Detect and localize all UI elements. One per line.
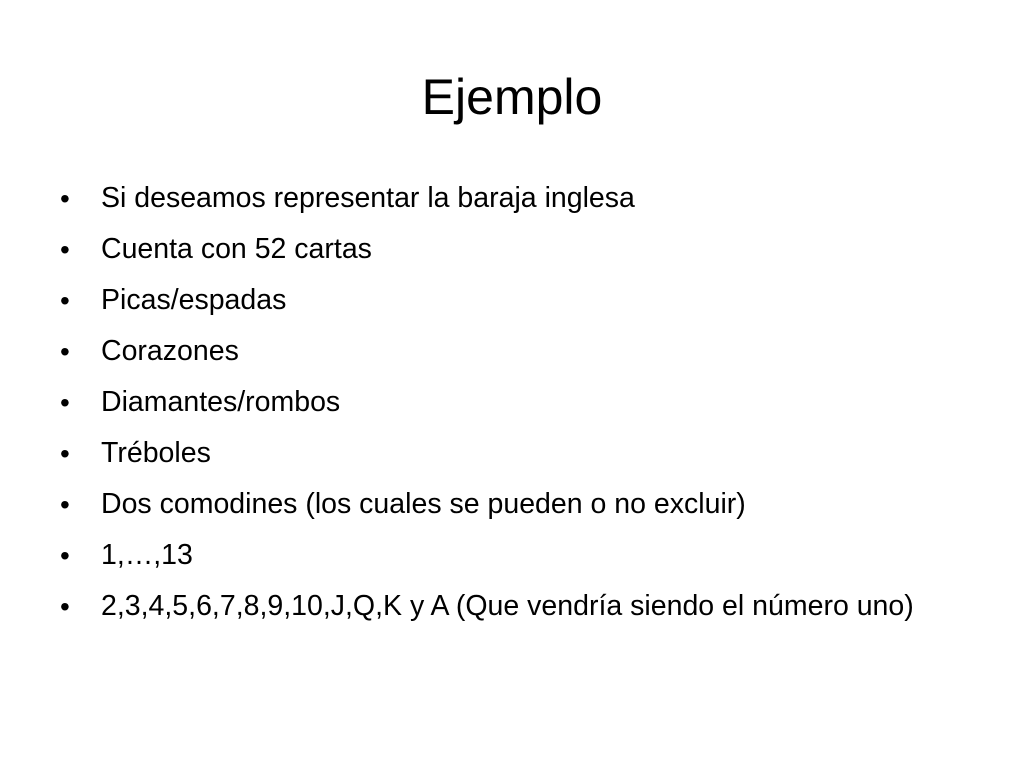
slide-title: Ejemplo bbox=[421, 69, 603, 125]
bullet-icon: • bbox=[60, 438, 70, 469]
list-item bbox=[60, 334, 960, 369]
bullet-icon: • bbox=[60, 591, 70, 622]
list-item-text: Picas/espadas bbox=[101, 284, 287, 316]
bullet-icon: • bbox=[60, 540, 70, 571]
list-item-text: Diamantes/rombos bbox=[101, 386, 341, 418]
list-item bbox=[60, 385, 960, 420]
list-item-text: Tréboles bbox=[101, 437, 211, 469]
list-item-text: Dos comodines (los cuales se pueden o no excluir) bbox=[101, 488, 746, 520]
list-item bbox=[60, 181, 960, 216]
bullet-icon: • bbox=[60, 489, 70, 520]
list-item bbox=[60, 436, 960, 471]
list-item bbox=[60, 589, 960, 624]
bullet-icon: • bbox=[60, 234, 70, 265]
bullet-icon: • bbox=[60, 183, 70, 214]
list-item bbox=[60, 232, 960, 267]
list-item-text: Cuenta con 52 cartas bbox=[101, 233, 372, 265]
list-item bbox=[60, 283, 960, 318]
list-item bbox=[60, 538, 960, 573]
list-item-text: 2,3,4,5,6,7,8,9,10,J,Q,K y A (Que vendría siendo el número uno) bbox=[101, 590, 914, 622]
list-item-text: Corazones bbox=[101, 335, 239, 367]
list-item-text: 1,…,13 bbox=[101, 539, 193, 571]
list-item bbox=[60, 487, 960, 522]
bullet-icon: • bbox=[60, 336, 70, 367]
bullet-list bbox=[60, 181, 960, 624]
list-item-text: Si deseamos representar la baraja inglesa bbox=[101, 182, 635, 214]
bullet-icon: • bbox=[60, 387, 70, 418]
bullet-icon: • bbox=[60, 285, 70, 316]
